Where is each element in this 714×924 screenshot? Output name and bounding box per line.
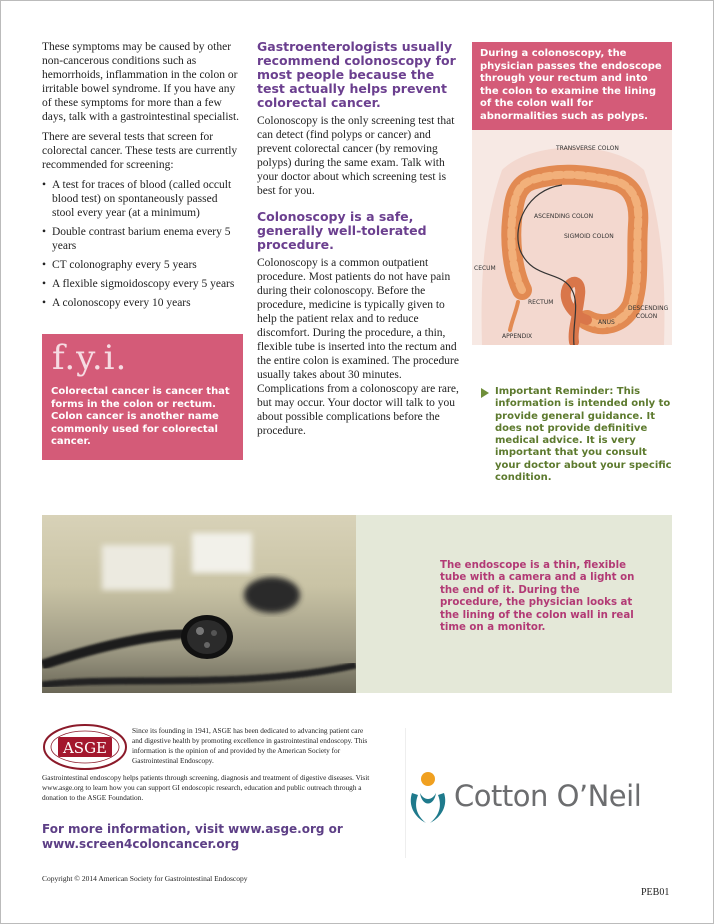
photo-caption: The endoscope is a thin, flexible tube with a camera and a light on the end of it. During the procedure, the physician looks at the lining of the colon wall in real time on a monitor. xyxy=(440,560,635,634)
arrow-icon xyxy=(481,388,489,398)
label-anus: ANUS xyxy=(598,319,615,326)
scope-cable xyxy=(42,633,192,665)
label-cecum: CECUM xyxy=(474,265,496,272)
asge-logo-text: ASGE xyxy=(62,739,108,757)
label-ascending-colon: ASCENDING COLON xyxy=(534,213,594,220)
scope-face xyxy=(187,620,227,654)
list-item: • Double contrast barium enema every 5 years xyxy=(42,225,242,253)
column-middle xyxy=(257,40,462,450)
blurred-machine xyxy=(102,545,172,590)
endoscope-image xyxy=(42,515,356,693)
screening-tests-list xyxy=(42,178,242,310)
colon-illustration xyxy=(472,130,672,345)
photo-caption-panel xyxy=(356,515,672,693)
section-heading: Colonoscopy is a safe, generally well-tolerated procedure. xyxy=(257,209,427,252)
diagram-caption: During a colonoscopy, the physician passes the endoscope through your rectum and into the colon to examine the lining of the colon wall for abnormalities such as polyps. xyxy=(480,48,662,122)
blurred-monitor xyxy=(192,533,252,573)
scope-lens xyxy=(196,627,204,635)
label-descending: DESCENDING xyxy=(628,305,669,312)
symptoms-paragraph: These symptoms may be caused by other non-cancerous conditions such as hemorrhoids, inflammation in the colon or irritable bowel syndrome. If you have any of these symptoms for more than a few days, talk with a gastrointestinal specialist. xyxy=(42,41,240,123)
fyi-box xyxy=(42,334,243,460)
diagram-caption-box xyxy=(472,42,672,130)
list-item: • A flexible sigmoidoscopy every 5 years xyxy=(42,277,242,291)
document-code: PEB01 xyxy=(641,887,670,898)
asge-seal xyxy=(42,723,128,771)
list-item: • A test for traces of blood (called occult blood test) on spontaneously passed stool every year (at a minimum) xyxy=(42,178,242,220)
tests-intro-paragraph: There are several tests that screen for colorectal cancer. These tests are currently recommended for screening: xyxy=(42,131,238,171)
body-paragraph: Colonoscopy is a common outpatient procedure. Most patients do not have pain during their colonoscopy. Before the procedure, medicine is typically given to help the patient relax and to reduce discomfort. During the procedure, a thin, flexible tube is inserted into the rectum and the entire colon is examined. The procedure usually takes about 30 minutes. Complications from a colonoscopy are rare, but may occur. Your doctor will talk to you about possible complications before the procedure. xyxy=(257,257,459,437)
label-transverse-colon: TRANSVERSE COLON xyxy=(556,145,619,152)
asge-about-2: Gastrointestinal endoscopy helps patients through screening, diagnosis and treatment of digestive diseases. Visit www.asge.org to learn how you can support GI endoscopic research, education and public outreach through a donation to the ASGE Foundation. xyxy=(42,773,370,802)
scope-light xyxy=(211,630,217,636)
body-paragraph: Colonoscopy is the only screening test that can detect (find polyps or cancer) and prevent colorectal cancer (by removing polyps) during the same exam. Talk with your doctor about which screening test is best for you. xyxy=(257,115,455,197)
list-item: • A colonoscopy every 10 years xyxy=(42,296,242,310)
label-rectum: RECTUM xyxy=(528,299,554,306)
column-left xyxy=(42,40,242,315)
fyi-title: f.y.i. xyxy=(52,338,128,378)
partner-logo-icon xyxy=(406,771,450,827)
copyright: Copyright © 2014 American Society for Gastrointestinal Endoscopy xyxy=(42,874,248,883)
partner-logo xyxy=(406,771,686,827)
reminder-text: Important Reminder: This information is intended only to provide general guidance. It does not provide definitive medical advice. It is very important that you consult your doctor about your specific condition. xyxy=(495,386,672,484)
asge-about: Since its founding in 1941, ASGE has been dedicated to advancing patient care and digestive health by promoting excellence in gastrointestinal endoscopy. This information is the opinion of and provided by the American Society for Gastrointestinal Endoscopy. xyxy=(132,726,368,765)
endoscope-photo xyxy=(42,515,356,693)
fyi-body: Colorectal cancer is cancer that forms in the colon or rectum. Colon cancer is another name commonly used for colorectal cancer. xyxy=(51,386,230,447)
partner-name: Cotton O’Neil xyxy=(454,779,642,813)
label-appendix: APPENDIX xyxy=(502,333,533,340)
asge-logo xyxy=(42,723,128,771)
section-heading: Gastroenterologists usually recommend colonoscopy for most people because the test actually helps prevent colorectal cancer. xyxy=(257,39,456,110)
more-info-links: For more information, visit www.asge.org or www.screen4coloncancer.org xyxy=(42,822,343,851)
label-colon: COLON xyxy=(636,313,658,320)
scope-cable-2 xyxy=(42,665,356,685)
label-sigmoid-colon: SIGMOID COLON xyxy=(564,233,614,240)
colon-diagram-panel xyxy=(472,42,672,345)
list-item: • CT colonography every 5 years xyxy=(42,258,242,272)
scope-channel xyxy=(204,642,210,648)
blurred-handle xyxy=(244,577,300,613)
